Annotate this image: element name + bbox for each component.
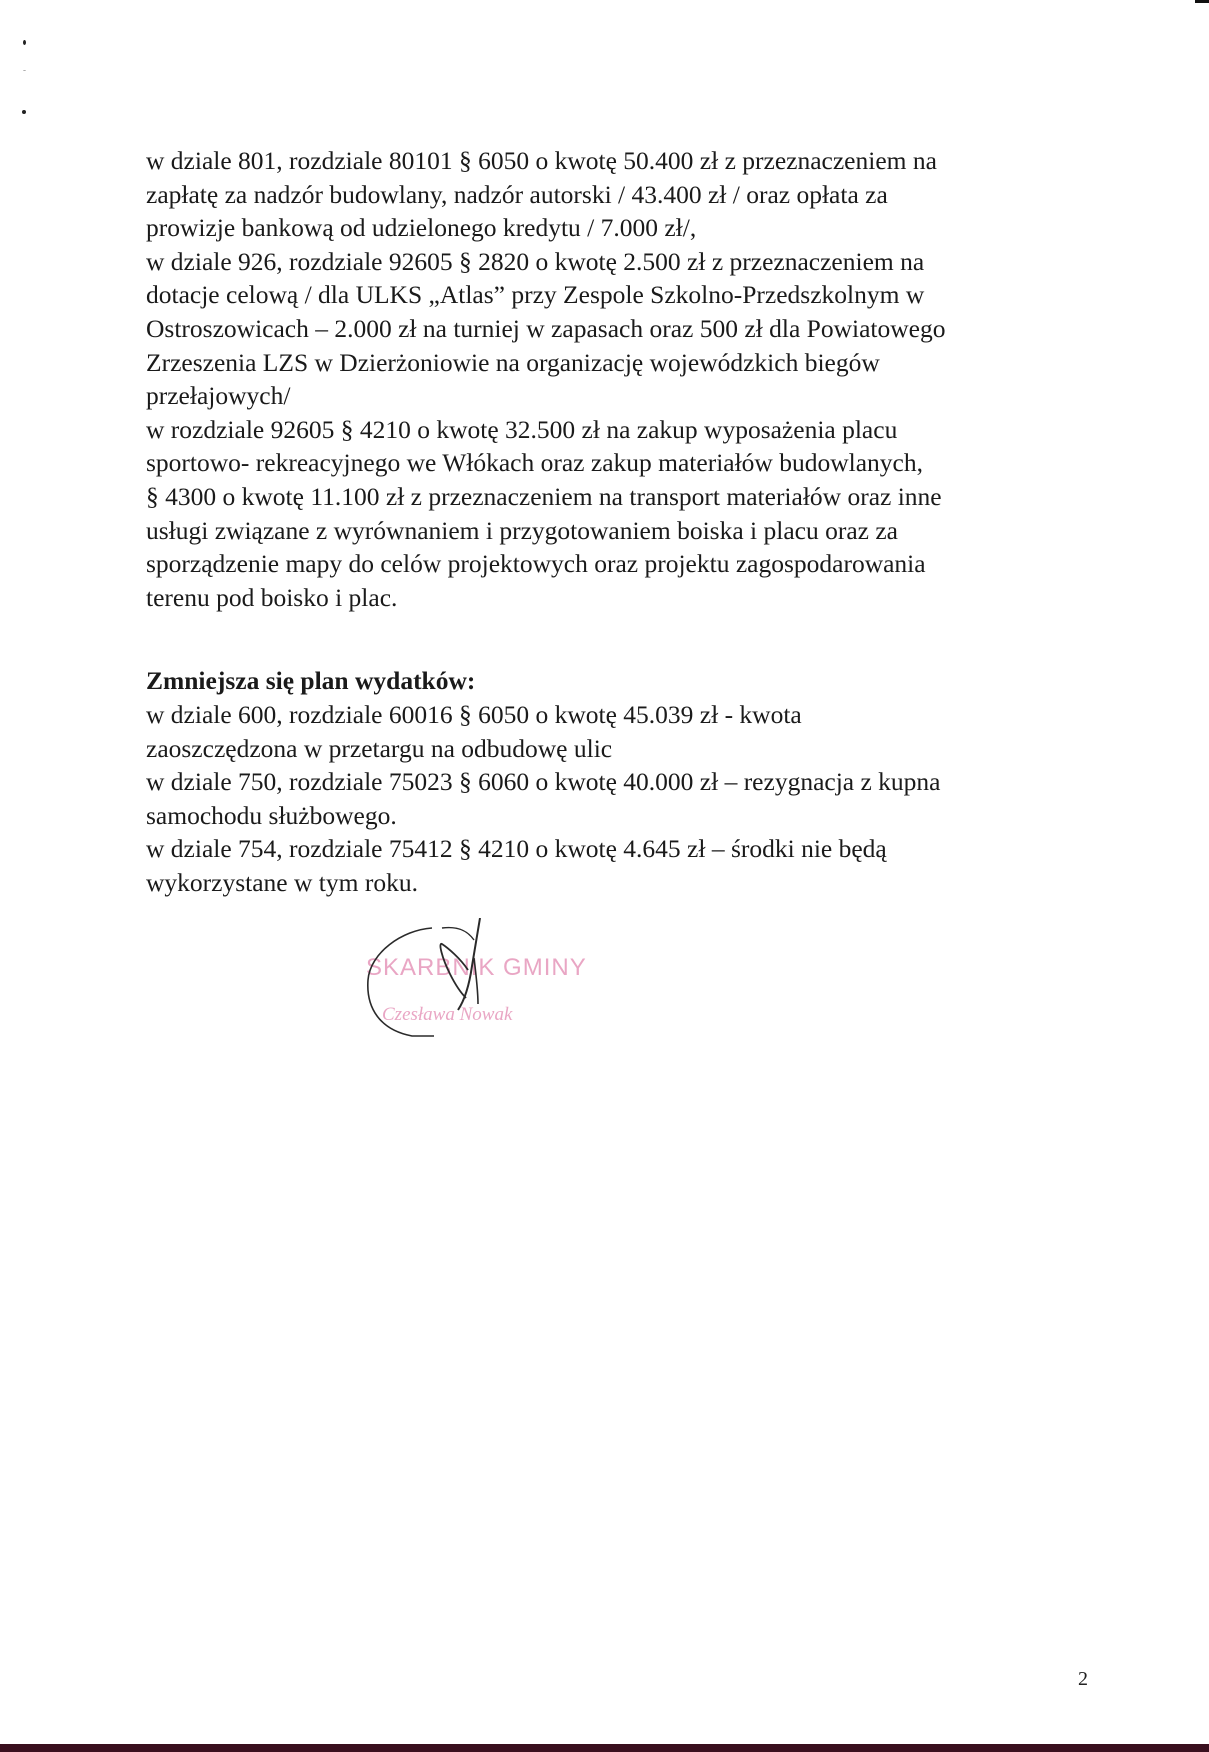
document-body [146, 144, 1086, 899]
section-heading: Zmniejsza się plan wydatków: [146, 666, 476, 696]
text-line: terenu pod boisko i plac. [146, 582, 398, 612]
text-line: w dziale 600, rozdziale 60016 § 6050 o kwotę 45.039 zł - kwota [146, 699, 802, 729]
text-line: zapłatę za nadzór budowlany, nadzór autorski / 43.400 zł / oraz opłata za [146, 179, 888, 209]
text-line: dotacje celową / dla ULKS „Atlas” przy Zespole Szkolno-Przedszkolnym w [146, 280, 925, 310]
text-line: § 4300 o kwotę 11.100 zł z przeznaczeniem na transport materiałów oraz inne [146, 481, 942, 511]
treasurer-stamp [362, 918, 587, 1048]
text-line: Ostroszowicach – 2.000 zł na turniej w zapasach oraz 500 zł dla Powiatowego [146, 313, 946, 343]
text-line: w dziale 754, rozdziale 75412 § 4210 o kwotę 4.645 zł – środki nie będą [146, 834, 887, 864]
text-line: w dziale 926, rozdziale 92605 § 2820 o kwotę 2.500 zł z przeznaczeniem na [146, 246, 925, 276]
page-number: 2 [1078, 1668, 1088, 1690]
text-line: w rozdziale 92605 § 4210 o kwotę 32.500 zł na zakup wyposażenia placu [146, 414, 898, 444]
scan-edge-bottom [0, 1744, 1209, 1752]
text-line: zaoszczędzona w przetargu na odbudowę ulic [146, 733, 613, 763]
stamp-title: SKARBNIK GMINY [366, 954, 587, 981]
handwritten-signature [362, 918, 572, 1048]
text-line: w dziale 801, rozdziale 80101 § 6050 o kwotę 50.400 zł z przeznaczeniem na [146, 146, 937, 175]
text-line: samochodu służbowego. [146, 800, 397, 830]
text-line: sportowo- rekreacyjnego we Włókach oraz zakup materiałów budowlanych, [146, 448, 923, 478]
text-line: wykorzystane w tym roku. [146, 867, 418, 897]
text-line: Zrzeszenia LZS w Dzierżoniowie na organizację wojewódzkich biegów [146, 347, 880, 377]
text-line: prowizje bankową od udzielonego kredytu / 7.000 zł/, [146, 213, 697, 243]
scan-specks [22, 40, 28, 120]
text-line: przełajowych/ [146, 381, 291, 411]
stamp-name: Czesława Nowak [382, 1004, 513, 1025]
text-line: w dziale 750, rozdziale 75023 § 6060 o kwotę 40.000 zł – rezygnacja z kupna [146, 767, 941, 797]
text-line: usługi związane z wyrównaniem i przygotowaniem boiska i placu oraz za [146, 515, 898, 545]
scan-edge-mark [1195, 0, 1209, 3]
paragraph-spacer [146, 614, 1086, 664]
text-line: sporządzenie mapy do celów projektowych oraz projektu zagospodarowania [146, 549, 926, 579]
